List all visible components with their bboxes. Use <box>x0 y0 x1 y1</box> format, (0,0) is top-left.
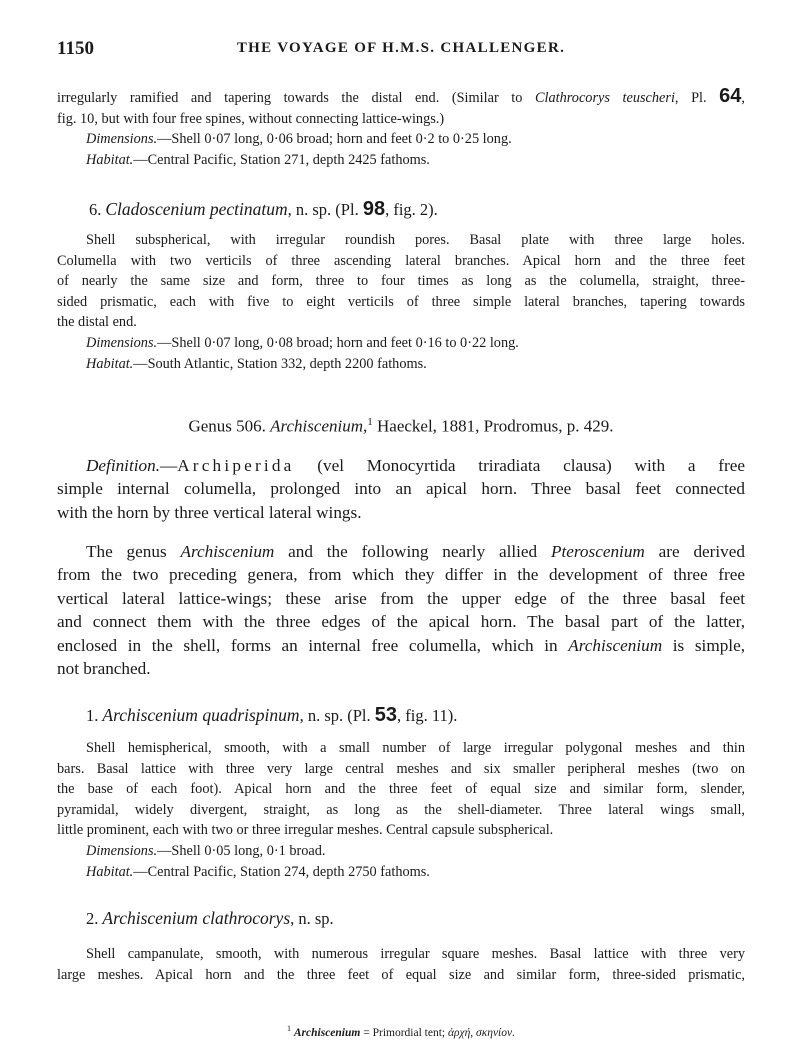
dimensions-line: Dimensions.—Shell 0·07 long, 0·06 broad; horn and feet 0·2 to 0·25 long. <box>86 131 512 148</box>
species-heading-6: 6. Cladoscenium pectinatum, n. sp. (Pl. 98, fig. 2). <box>89 198 438 220</box>
footnote: $^1$ Archiscenium = Primordial tent; ἀρχή, σκηνίον. <box>287 1024 515 1039</box>
footnote-greek: ἀρχή, σκηνίον. <box>447 1026 515 1039</box>
species-1-description: Shell hemispherical, smooth, with a small number of large irregular polygonal meshes and thin bars. Basal lattice with three very large central meshes and six smaller peripheral meshes (two on the base of each foot). Apical horn and the three feet of equal size and similar form, slender, pyramidal, widely divergent, straight, as long as the shell-diameter. Three lateral wings small, little prominent, each with two or three irregular meshes. Central capsule subspherical. Dimensions.—Shell 0·05 long, 0·1 broad. Habitat.—Central Pacific, Station 274, depth 2750 fathoms. <box>57 738 745 882</box>
continued-line-1: irregularly ramified and tapering towards the distal end. (Similar to Clathrocorys teuscheri, Pl. 64, <box>57 85 745 107</box>
habitat-line: Habitat.—Central Pacific, Station 274, depth 2750 fathoms. <box>86 863 430 880</box>
species-name: Cladoscenium pectinatum <box>105 199 288 219</box>
running-title: THE VOYAGE OF H.M.S. CHALLENGER. <box>236 40 566 56</box>
species-heading-1: 1. Archiscenium quadrispinum, n. sp. (Pl. 53, fig. 11). <box>86 704 458 726</box>
definition-label: Definition. <box>86 456 160 475</box>
species-6-description: Shell subspherical, with irregular roundish pores. Basal plate with three large holes. Columella with two verticils of three ascending lateral branches. Apical horn and the three feet of nearly the same size and form, three to four times as long as the columella, straight, three- sided prismatic, each with five to eight verticils of three simple lateral branches, tapering towards the distal end. Dimensions.—Shell 0·07 long, 0·08 broad; horn and feet 0·16 to 0·22 long. Habitat.—South Atlantic, Station 332, depth 2200 fathoms. <box>57 230 745 374</box>
dimensions-line: Dimensions.—Shell 0·07 long, 0·08 broad; horn and feet 0·16 to 0·22 long. <box>86 334 519 351</box>
species-2-description: Shell campanulate, smooth, with numerous irregular square meshes. Basal lattice with three very large meshes. Apical horn and the three feet of equal size and similar form, three-sided prismatic, <box>57 946 745 983</box>
running-head <box>57 38 745 64</box>
habitat-line: Habitat.—South Atlantic, Station 332, depth 2200 fathoms. <box>86 355 427 372</box>
footnote-term: Archiscenium <box>293 1026 361 1039</box>
genus-definition: Definition.—Archiperida (vel Monocyrtida triradiata clausa) with a free simple internal columella, prolonged into an apical horn. Three basal feet connected with the horn by three vertical lateral wings. <box>57 456 745 522</box>
species-name: Archiscenium quadrispinum <box>102 705 300 725</box>
dimensions-line: Dimensions.—Shell 0·05 long, 0·1 broad. <box>86 842 326 859</box>
genus-discussion: The genus Archiscenium and the following nearly allied Pteroscenium are derived from the two preceding genera, from which they differ in the development of three free vertical lateral lattice-wings; these arise from the upper edge of the three basal feet and connect them with the three edges of the apical horn. The basal part of the latter, enclosed in the shell, forms an internal free columella, which in Archiscenium is simple, not branched. <box>57 542 745 679</box>
continued-description <box>57 86 745 170</box>
species-heading-2: 2. Archiscenium clathrocorys, n. sp. <box>86 908 334 928</box>
habitat-line: Habitat.—Central Pacific, Station 271, depth 2425 fathoms. <box>86 151 430 168</box>
page-number: 1150 <box>57 38 94 59</box>
continued-line-2: fig. 10, but with four free spines, without connecting lattice-wings.) <box>57 110 445 127</box>
genus-heading: Genus 506. Archiscenium,$^1$ Haeckel, 1881, Prodromus, p. 429. <box>188 416 614 436</box>
species-name: Archiscenium clathrocorys <box>102 908 291 928</box>
